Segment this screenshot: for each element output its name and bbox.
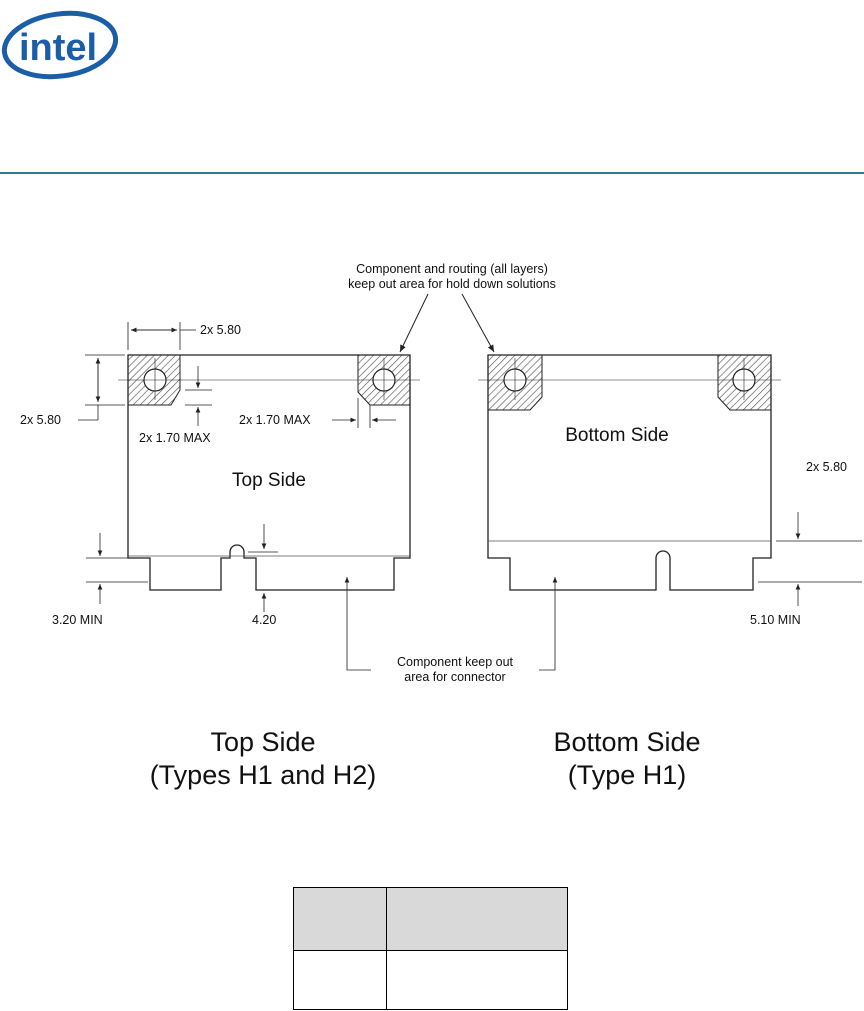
top-caption-line1: Top Side xyxy=(210,727,316,757)
top-side-card xyxy=(20,322,420,627)
hold-down-callout-line2: keep out area for hold down solutions xyxy=(348,277,556,291)
top-side-caption xyxy=(118,726,408,792)
dim-bottom-580: 2x 5.80 xyxy=(806,460,848,474)
dim-top-height: 2x 5.80 xyxy=(20,413,62,427)
connector-leader xyxy=(347,577,371,670)
callout-leader xyxy=(400,294,428,352)
bottom-caption-line2: (Type H1) xyxy=(567,760,687,790)
table-cell xyxy=(387,951,568,1010)
dim-top-max-left: 2x 1.70 MAX xyxy=(139,431,211,445)
top-caption-line2: (Types H1 and H2) xyxy=(149,760,377,790)
dim-bottom-510: 5.10 MIN xyxy=(750,613,801,627)
logo-text: intel xyxy=(18,27,98,69)
header-rule xyxy=(0,172,864,174)
bottom-side-card xyxy=(478,355,862,627)
connector-callout-line1: Component keep out xyxy=(396,655,514,669)
spec-table xyxy=(293,887,568,1010)
bottom-side-label: Bottom Side xyxy=(565,425,669,446)
dim-top-420: 4.20 xyxy=(252,613,277,627)
keepout-diagram xyxy=(0,240,864,800)
table-cell xyxy=(294,951,387,1010)
connector-leader xyxy=(539,577,555,670)
top-side-label: Top Side xyxy=(232,470,306,491)
table-header-cell xyxy=(387,888,568,951)
bottom-caption-line1: Bottom Side xyxy=(553,727,701,757)
dim-top-max-right: 2x 1.70 MAX xyxy=(239,413,311,427)
table-header-row xyxy=(294,888,568,951)
dim-top-width: 2x 5.80 xyxy=(200,323,242,337)
table-row xyxy=(294,951,568,1010)
dim-top-320: 3.20 MIN xyxy=(52,613,103,627)
callout-leader xyxy=(462,294,494,352)
intel-logo xyxy=(0,8,120,82)
table-header-cell xyxy=(294,888,387,951)
bottom-side-caption xyxy=(482,726,772,792)
connector-callout-line2: area for connector xyxy=(404,670,506,684)
hold-down-callout-line1: Component and routing (all layers) xyxy=(356,262,548,276)
